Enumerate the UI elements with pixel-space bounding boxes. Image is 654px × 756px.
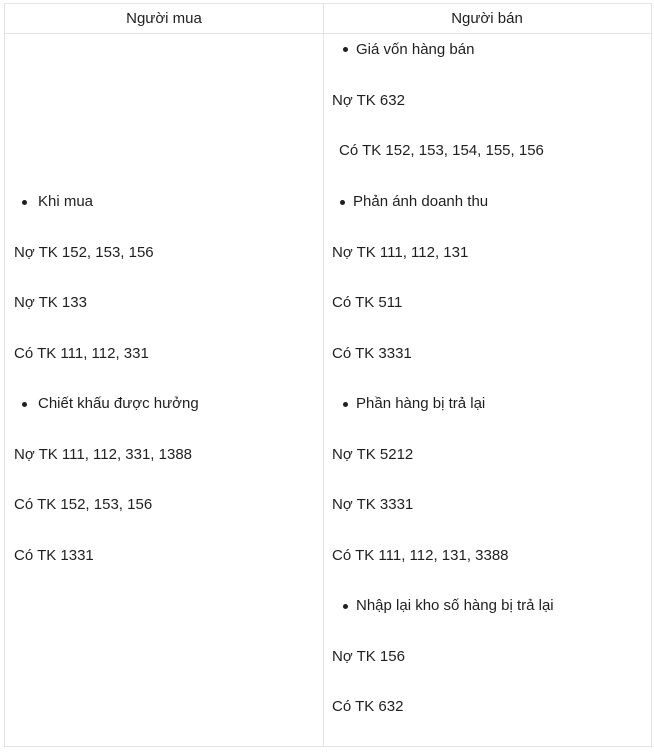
header-buyer: Người mua xyxy=(5,4,323,34)
bullet-icon xyxy=(343,604,348,609)
buyer-purchase-line: Có TK 111, 112, 331 xyxy=(14,345,149,362)
seller-revenue-line: Có TK 3331 xyxy=(332,345,412,362)
seller-returns-line: Có TK 111, 112, 131, 3388 xyxy=(332,547,509,564)
seller-returns-line: Nợ TK 3331 xyxy=(332,496,414,513)
bullet-icon xyxy=(343,47,348,52)
bullet-icon xyxy=(340,200,345,205)
column-divider xyxy=(323,4,324,746)
seller-returns-heading: Phần hàng bị trả lại xyxy=(356,395,486,412)
buyer-discount-line: Có TK 1331 xyxy=(14,547,94,564)
seller-restock-line: Nợ TK 156 xyxy=(332,648,405,665)
buyer-discount-heading: Chiết khấu được hưởng xyxy=(38,395,199,412)
bullet-icon xyxy=(22,200,27,205)
seller-restock-line: Có TK 632 xyxy=(332,698,404,715)
seller-cogs-line: Có TK 152, 153, 154, 155, 156 xyxy=(339,142,544,159)
seller-revenue-heading: Phản ánh doanh thu xyxy=(353,193,489,210)
seller-returns-line: Nợ TK 5212 xyxy=(332,446,414,463)
seller-revenue-line: Nợ TK 111, 112, 131 xyxy=(332,244,469,261)
bullet-icon xyxy=(22,402,27,407)
buyer-discount-line: Nợ TK 111, 112, 331, 1388 xyxy=(14,446,193,463)
bullet-icon xyxy=(343,402,348,407)
seller-revenue-line: Có TK 511 xyxy=(332,294,403,311)
seller-cogs-line: Nợ TK 632 xyxy=(332,92,405,109)
header-seller: Người bán xyxy=(323,4,651,34)
buyer-purchase-line: Nợ TK 133 xyxy=(14,294,87,311)
buyer-discount-line: Có TK 152, 153, 156 xyxy=(14,496,153,513)
seller-cogs-heading: Giá vốn hàng bán xyxy=(356,41,475,58)
buyer-purchase-heading: Khi mua xyxy=(38,193,94,210)
seller-restock-heading: Nhập lại kho số hàng bị trả lại xyxy=(356,597,554,614)
buyer-purchase-line: Nợ TK 152, 153, 156 xyxy=(14,244,154,261)
accounting-table xyxy=(4,3,652,747)
